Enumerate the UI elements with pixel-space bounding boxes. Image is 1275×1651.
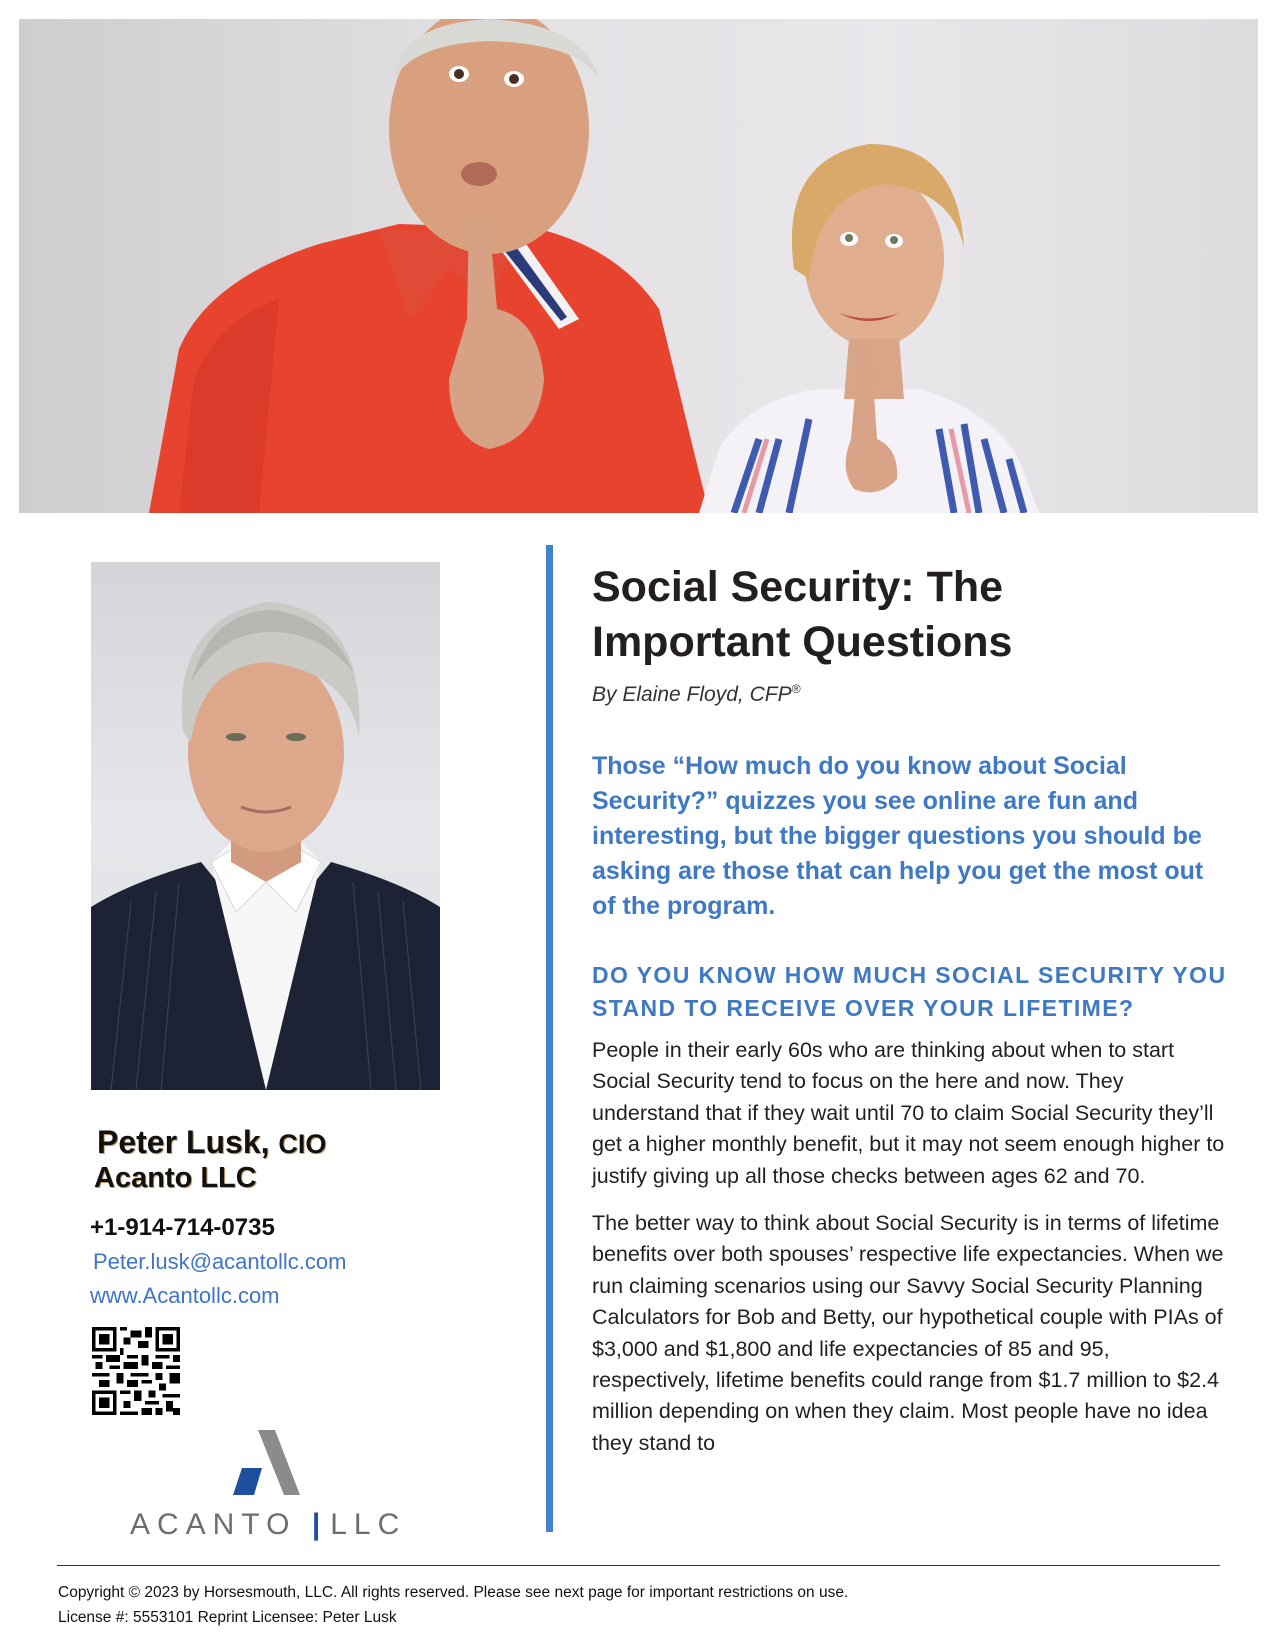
advisor-company: Acanto LLC [94,1162,257,1194]
copyright-notice: Copyright © 2023 by Horsesmouth, LLC. All rights reserved. Please see next page for important restrictions on use. [58,1584,849,1601]
article-title [592,560,1232,670]
logo-separator: | [311,1508,321,1541]
advisor-photo [91,562,440,1090]
acanto-logo [130,1430,415,1540]
article-byline [592,682,1232,707]
hero-photo [19,19,1258,513]
advisor-phone[interactable]: +1-914-714-0735 [90,1214,275,1241]
body-paragraph: People in their early 60s who are thinking about when to start Social Security tend to focus on the here and now. They understand that if they wait until 70 to claim Social Security they’ll get a higher monthly benefit, but it may not seem enough higher to justify giving up all those checks between ages 62 and 70. [592,1038,1225,1188]
section-heading: DO YOU KNOW HOW MUCH SOCIAL SECURITY YOU STAND TO RECEIVE OVER YOUR LIFETIME? [592,962,1227,1021]
advisor-title-separator: , [260,1124,270,1160]
logo-word-right: LLC [330,1508,407,1541]
registered-mark: ® [791,682,801,696]
article-title-line2: Important Questions [592,618,1013,666]
accent-divider [546,545,553,1532]
acanto-logo-mark-icon [228,1430,308,1505]
article [592,560,1232,1459]
couple-illustration [19,19,1258,513]
license-notice: License #: 5553101 Reprint Licensee: Peter Lusk [58,1609,397,1626]
body-paragraph: The better way to think about Social Security is in terms of lifetime benefits over both spouses’ respective life expectancies. When we run claiming scenarios using our Savvy Social Security Planning Calculators for Bob and Betty, our hypothetical couple with PIAs of $3,000 and $1,800 and life expectancies of 85 and 95, respectively, lifetime benefits could range from $1.7 million to $2.4 million depending on when they claim. Most people have no idea they stand to [592,1211,1224,1455]
footer-divider [57,1565,1220,1566]
advisor-title: CIO [278,1129,327,1159]
article-lede: Those “How much do you know about Social Security?” quizzes you see online are fun and interesting, but the bigger questions you should be asking are those that can help you get the most out of the program. [592,752,1204,920]
advisor-name-text: Peter Lusk [97,1124,261,1160]
acanto-logo-wordmark [130,1508,415,1542]
article-title-line1: Social Security: The [592,563,1004,611]
advisor-website-link[interactable]: www.Acantollc.com [90,1283,280,1308]
qr-code-icon[interactable] [92,1327,180,1415]
byline-text: By Elaine Floyd, CFP [592,683,792,706]
advisor-email-link[interactable]: Peter.lusk@acantollc.com [93,1249,347,1274]
advisor-name [97,1124,326,1161]
advisor-portrait-illustration [91,562,440,1090]
logo-word-left: ACANTO [130,1508,297,1541]
